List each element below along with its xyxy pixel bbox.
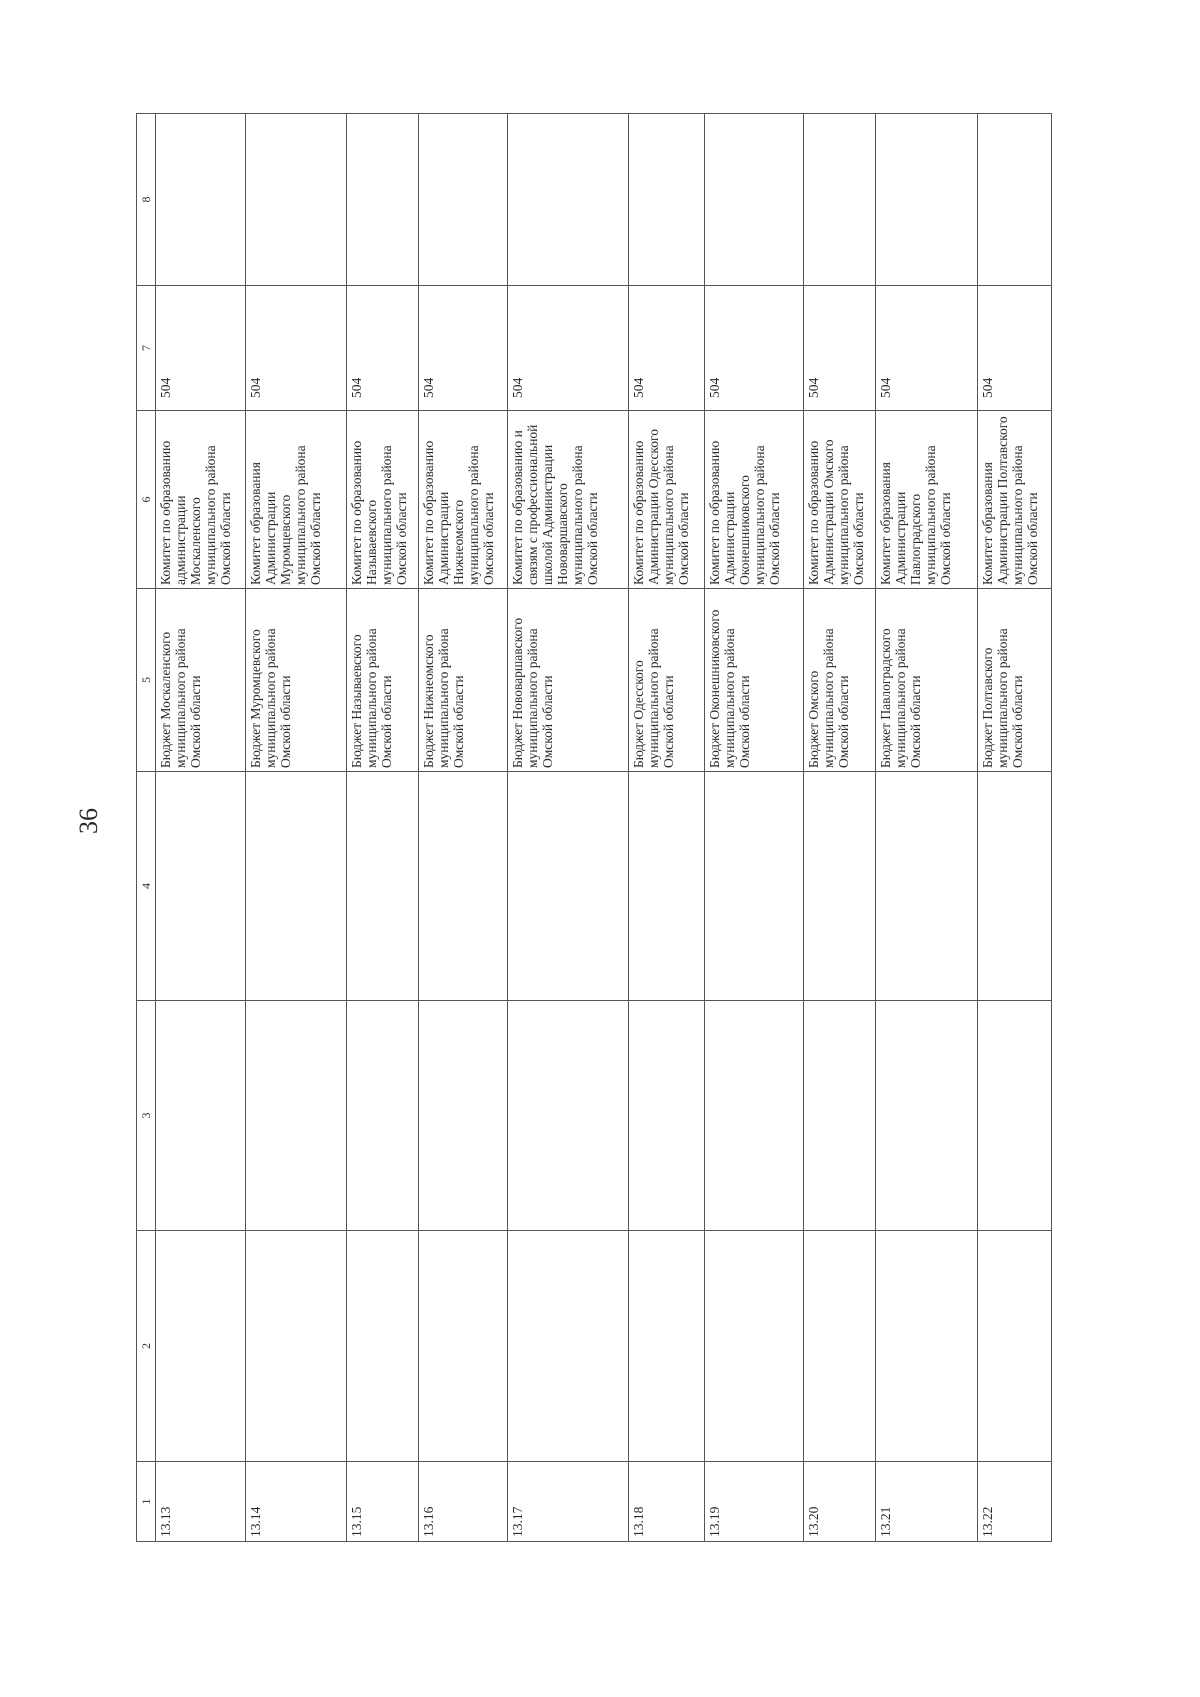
empty-cell [156, 772, 246, 1001]
row-number: 13.20 [804, 1462, 876, 1542]
empty-cell [245, 772, 347, 1001]
empty-cell [628, 772, 704, 1001]
code-cell: 504 [977, 286, 1051, 411]
header-cell: 4 [137, 772, 156, 1001]
header-cell: 1 [137, 1462, 156, 1542]
administrator-name: Комитет по образованию администрации Москаленского муниципального района Омской области [156, 411, 246, 589]
empty-cell [347, 772, 419, 1001]
header-cell: 5 [137, 589, 156, 772]
administrator-name: Комитет по образованию Администрации Одесского муниципального района Омской области [628, 411, 704, 589]
empty-cell [508, 772, 629, 1001]
empty-cell [977, 1231, 1051, 1462]
empty-cell [704, 114, 803, 286]
empty-cell [704, 1231, 803, 1462]
code-cell: 504 [156, 286, 246, 411]
budget-name: Бюджет Нижнеомского муниципального района Омской области [419, 589, 508, 772]
row-number: 13.14 [245, 1462, 347, 1542]
budget-name: Бюджет Одесского муниципального района Омской области [628, 589, 704, 772]
row-number: 13.13 [156, 1462, 246, 1542]
empty-cell [419, 772, 508, 1001]
empty-cell [977, 772, 1051, 1001]
budget-name: Бюджет Называевского муниципального района Омской области [347, 589, 419, 772]
code-cell: 504 [419, 286, 508, 411]
table-row [419, 114, 508, 1542]
empty-cell [508, 114, 629, 286]
row-number: 13.17 [508, 1462, 629, 1542]
table-row [156, 114, 246, 1542]
budget-name: Бюджет Москаленского муниципального района Омской области [156, 589, 246, 772]
empty-cell [419, 1001, 508, 1231]
budget-name: Бюджет Павлоградского муниципального района Омской области [876, 589, 978, 772]
header-cell: 8 [137, 114, 156, 286]
table-row [508, 114, 629, 1542]
code-cell: 504 [876, 286, 978, 411]
empty-cell [876, 1001, 978, 1231]
administrator-name: Комитет образования Администрации Муромцевского муниципального района Омской области [245, 411, 347, 589]
empty-cell [876, 1231, 978, 1462]
empty-cell [508, 1001, 629, 1231]
empty-cell [977, 1001, 1051, 1231]
empty-cell [704, 1001, 803, 1231]
table-row [347, 114, 419, 1542]
empty-cell [245, 1231, 347, 1462]
table-row [977, 114, 1051, 1542]
empty-cell [628, 114, 704, 286]
code-cell: 504 [245, 286, 347, 411]
administrator-name: Комитет образования Администрации Павлоградского муниципального района Омской области [876, 411, 978, 589]
header-cell: 6 [137, 411, 156, 589]
table-row [804, 114, 876, 1542]
empty-cell [804, 1231, 876, 1462]
header-row [137, 114, 156, 1542]
code-cell: 504 [804, 286, 876, 411]
table-row [876, 114, 978, 1542]
empty-cell [419, 114, 508, 286]
table-row [628, 114, 704, 1542]
row-number: 13.21 [876, 1462, 978, 1542]
row-number: 13.15 [347, 1462, 419, 1542]
code-cell: 504 [704, 286, 803, 411]
empty-cell [347, 1001, 419, 1231]
code-cell: 504 [628, 286, 704, 411]
empty-cell [245, 114, 347, 286]
row-number: 13.16 [419, 1462, 508, 1542]
administrator-name: Комитет образования Администрации Полтавского муниципального района Омской области [977, 411, 1051, 589]
budget-name: Бюджет Нововаршавского муниципального района Омской области [508, 589, 629, 772]
data-table [136, 113, 1052, 1542]
administrator-name: Комитет по образованию и связям с профессиональной школой Администрации Нововаршавского муниципального района Омской области [508, 411, 629, 589]
budget-name: Бюджет Муромцевского муниципального района Омской области [245, 589, 347, 772]
empty-cell [156, 1001, 246, 1231]
rotated-table-container [136, 114, 1052, 1542]
row-number: 13.18 [628, 1462, 704, 1542]
empty-cell [876, 114, 978, 286]
header-cell: 2 [137, 1231, 156, 1462]
administrator-name: Комитет по образованию Администрации Оконешниковского муниципального района Омской области [704, 411, 803, 589]
administrator-name: Комитет по образованию Администрации Нижнеомского муниципального района Омской области [419, 411, 508, 589]
header-cell: 3 [137, 1001, 156, 1231]
empty-cell [804, 1001, 876, 1231]
budget-name: Бюджет Оконешниковского муниципального района Омской области [704, 589, 803, 772]
page-number: 36 [74, 808, 103, 834]
table-row [704, 114, 803, 1542]
administrator-name: Комитет по образованию Называевского муниципального района Омской области [347, 411, 419, 589]
empty-cell [245, 1001, 347, 1231]
empty-cell [977, 114, 1051, 286]
empty-cell [628, 1001, 704, 1231]
empty-cell [347, 114, 419, 286]
header-cell: 7 [137, 286, 156, 411]
row-number: 13.22 [977, 1462, 1051, 1542]
empty-cell [704, 772, 803, 1001]
budget-name: Бюджет Полтавского муниципального района Омской области [977, 589, 1051, 772]
empty-cell [628, 1231, 704, 1462]
budget-name: Бюджет Омского муниципального района Омской области [804, 589, 876, 772]
empty-cell [156, 1231, 246, 1462]
empty-cell [156, 114, 246, 286]
empty-cell [804, 772, 876, 1001]
empty-cell [508, 1231, 629, 1462]
table-row [245, 114, 347, 1542]
code-cell: 504 [508, 286, 629, 411]
empty-cell [804, 114, 876, 286]
code-cell: 504 [347, 286, 419, 411]
administrator-name: Комитет по образованию Администрации Омского муниципального района Омской области [804, 411, 876, 589]
empty-cell [347, 1231, 419, 1462]
empty-cell [876, 772, 978, 1001]
empty-cell [419, 1231, 508, 1462]
row-number: 13.19 [704, 1462, 803, 1542]
